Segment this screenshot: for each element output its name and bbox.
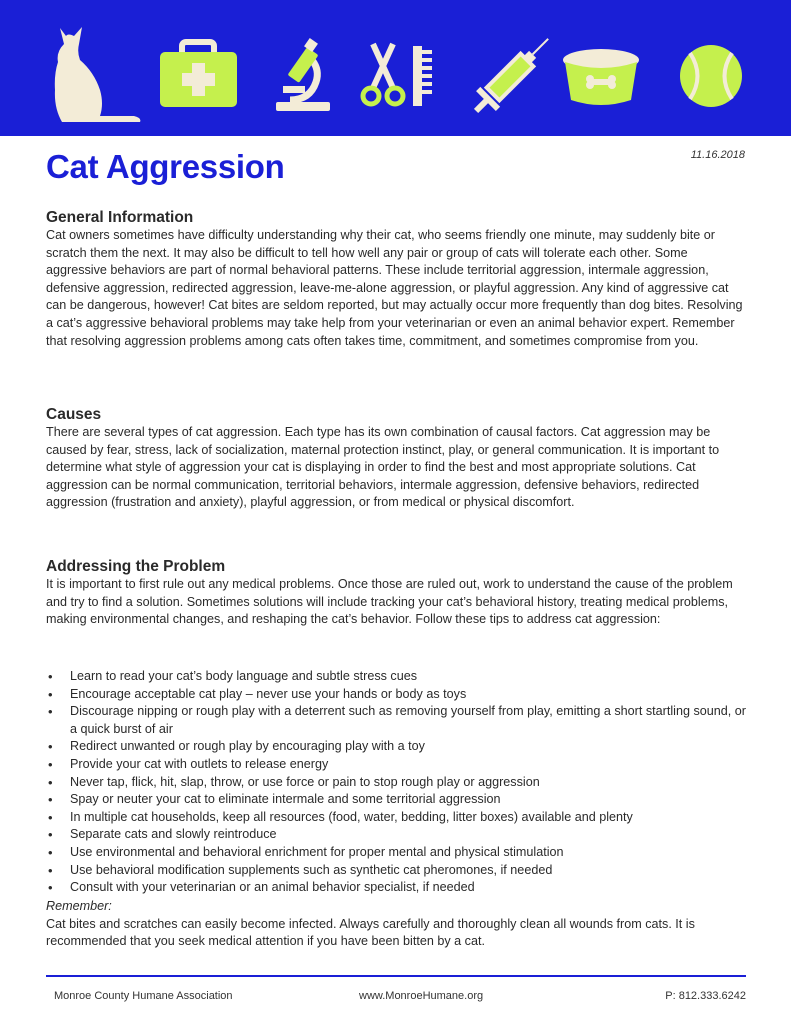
section-addressing-the-problem <box>46 557 746 629</box>
footer-organization: Monroe County Humane Association <box>54 990 233 1002</box>
syringe-icon <box>466 29 558 121</box>
cat-icon <box>55 27 141 122</box>
page-title: Cat Aggression <box>46 148 285 185</box>
section-heading: Causes <box>46 406 102 423</box>
section-causes <box>46 405 746 512</box>
section-body: Cat owners sometimes have difficulty understanding why their cat, who seems friendly one minute, may suddenly bite or scratch them the next. It may also be difficult to tell how well any pair or group of cats will tolerate each other. Some aggressive behaviors are part of normal behavioral patterns. These include territorial aggression, intermale aggression, defensive aggression, redirected aggression, leave-me-alone aggression, or playful aggression. Any kind of aggressive cat can be dangerous, however! Cat bites are seldom reported, but may actually occur more frequently than dog bites. Resolving a cat’s aggressive behavioral problems may take help from your veterinarian or even an animal behavior expert. Remember that resolving aggression problems among cats often takes time, commitment, and sometimes compromise from you. <box>46 228 743 348</box>
list-item: • Redirect unwanted or rough play by encouraging play with a toy <box>46 738 746 756</box>
list-item: • Encourage acceptable cat play – never use your hands or body as toys <box>46 686 746 704</box>
footer-divider <box>46 975 746 977</box>
remember-label: Remember: <box>46 899 112 913</box>
remember-note <box>46 898 746 951</box>
section-body: It is important to first rule out any medical problems. Once those are ruled out, work to understand the cause of the problem and try to find a solution. Sometimes solutions will include tracking your cat’s behavioral history, treating medical problems, making environmental changes, and reshaping the cat’s behavior. Follow these tips to address cat aggression: <box>46 577 733 627</box>
first-aid-kit-icon <box>160 42 237 107</box>
footer-website-link[interactable]: www.MonroeHumane.org <box>359 990 484 1002</box>
list-item: • Consult with your veterinarian or an animal behavior specialist, if needed <box>46 879 746 897</box>
list-item: • Use behavioral modification supplements such as synthetic cat pheromones, if needed <box>46 862 746 880</box>
ball-icon <box>680 45 742 107</box>
section-body: There are several types of cat aggression. Each type has its own combination of causal factors. Cat aggression may be caused by fear, stress, lack of socialization, maternal protection instinct, play, or general communication. It is important to determine what style of aggression your cat is displaying in order to find the best and most appropriate solutions. Cat aggression can be normal communication, territorial behaviors, intermale aggression, defensive behaviors, redirected aggression (frustration and anxiety), playful aggression, or from medical or physical discomfort. <box>46 425 720 510</box>
list-item: • In multiple cat households, keep all resources (food, water, bedding, litter boxes) available and plenty <box>46 809 746 827</box>
scissors-comb-icon <box>363 44 432 106</box>
list-item: • Learn to read your cat’s body language and subtle stress cues <box>46 668 746 686</box>
list-item: • Separate cats and slowly reintroduce <box>46 826 746 844</box>
list-item: • Spay or neuter your cat to eliminate intermale and some territorial aggression <box>46 791 746 809</box>
footer-phone: P: 812.333.6242 <box>665 990 746 1002</box>
section-heading: Addressing the Problem <box>46 558 226 575</box>
remember-body: Cat bites and scratches can easily become infected. Always carefully and thoroughly clean all wounds from cats. It is recommended that you seek medical attention if you have been bitten by a cat. <box>46 916 695 949</box>
list-item: • Use environmental and behavioral enrichment for proper mental and physical stimulation <box>46 844 746 862</box>
section-general-information <box>46 208 746 350</box>
list-item: • Provide your cat with outlets to release energy <box>46 756 746 774</box>
section-heading: General Information <box>46 209 194 226</box>
tips-list <box>46 668 746 897</box>
food-bowl-icon <box>563 49 639 105</box>
list-item: • Never tap, flick, hit, slap, throw, or use force or pain to stop rough play or aggression <box>46 774 746 792</box>
document-date: 11.16.2018 <box>690 149 745 161</box>
microscope-icon <box>276 38 330 111</box>
list-item: • Discourage nipping or rough play with a deterrent such as removing yourself from play, emitting a short startling sound, or a quick burst of air <box>46 703 746 738</box>
header-banner <box>0 0 791 136</box>
